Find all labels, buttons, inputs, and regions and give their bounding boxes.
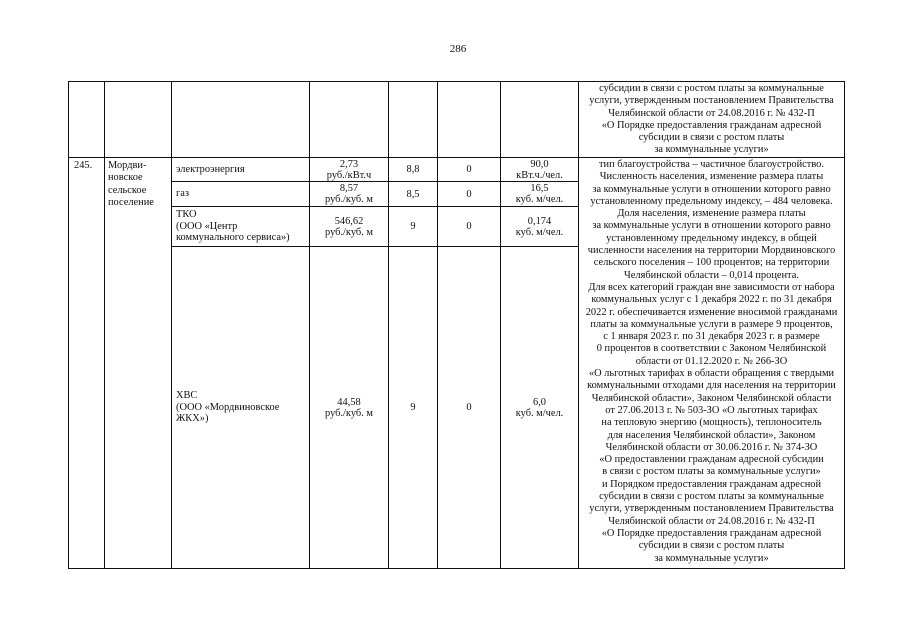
continuation-note: субсидии в связи с ростом платы за коммунальные услуги, утвержденным постановлением Правительства Челябинской области от 24.08.2016 г. № 432-П «О Порядке предоставления гражданам адресной субсидии в связи с ростом платы за коммунальные услуги» — [579, 82, 845, 158]
service-index-a: 9 — [389, 247, 438, 569]
service-row-electricity — [69, 158, 845, 182]
service-index-b: 0 — [438, 182, 501, 207]
service-name: газ — [172, 182, 310, 207]
service-tariff: 44,58 руб./куб. м — [310, 247, 389, 569]
cell-service-empty — [172, 82, 310, 158]
service-index-b: 0 — [438, 158, 501, 182]
cell-index-b-empty — [438, 82, 501, 158]
service-norm: 90,0 кВт.ч./чел. — [501, 158, 579, 182]
service-name: ТКО (ООО «Центр коммунального сервиса») — [172, 207, 310, 247]
tariff-table — [68, 81, 845, 569]
entry-number: 245. — [69, 158, 105, 569]
continuation-row — [69, 82, 845, 158]
service-tariff: 546,62 руб./куб. м — [310, 207, 389, 247]
service-norm: 0,174 куб. м/чел. — [501, 207, 579, 247]
entry-note: тип благоустройства – частичное благоустройство. Численность населения, изменение размера платы за коммунальные услуги в отношении которого равно установленному предельному индексу, – 484 человека. Доля населения, изменение размера платы за коммунальные услуги в отношении которого равно установленному предельному индексу, в общей численности населения на территории Мордвиновского сельского поселения – 100 процентов; на территории Челябинской области – 0,014 процента. Для всех категорий граждан вне зависимости от набора коммунальных услуг с 1 декабря 2022 г. по 31 декабря 2022 г. обеспечивается изменение вносимой гражданами платы за коммунальные услуги в размере 9 процентов, с 1 января 2023 г. по 31 декабря 2023 г. в размере 0 процентов в соответствии с Законом Челябинской области от 01.12.2020 г. № 266-ЗО «О льготных тарифах в области обращения с твердыми коммунальными отходами для населения на территории Челябинской области», Законом Челябинской области от 27.06.2013 г. № 503-ЗО «О льготных тарифах на тепловую энергию (мощность), теплоноситель для населения Челябинской области», Законом Челябинской области от 30.06.2016 г. № 374-ЗО «О предоставлении гражданам адресной субсидии в связи с ростом платы за коммунальные услуги» и Порядком предоставления гражданам адресной субсидии в связи с ростом платы за коммунальные услуги, утвержденным постановлением Правительства Челябинской области от 24.08.2016 г. № 432-П «О Порядке предоставления гражданам адресной субсидии в связи с ростом платы за коммунальные услуги» — [579, 158, 845, 569]
service-tariff: 8,57 руб./куб. м — [310, 182, 389, 207]
service-tariff: 2,73 руб./кВт.ч — [310, 158, 389, 182]
cell-settlement-empty — [105, 82, 172, 158]
service-index-a: 8,8 — [389, 158, 438, 182]
service-index-b: 0 — [438, 207, 501, 247]
service-norm: 6,0 куб. м/чел. — [501, 247, 579, 569]
cell-index-a-empty — [389, 82, 438, 158]
cell-tariff-empty — [310, 82, 389, 158]
service-index-a: 9 — [389, 207, 438, 247]
service-norm: 16,5 куб. м/чел. — [501, 182, 579, 207]
cell-number-empty — [69, 82, 105, 158]
settlement-name: Мордви- новское сельское поселение — [105, 158, 172, 569]
page-number: 286 — [449, 43, 467, 55]
service-name: ХВС (ООО «Мордвиновское ЖКХ») — [172, 247, 310, 569]
cell-norm-empty — [501, 82, 579, 158]
service-index-b: 0 — [438, 247, 501, 569]
service-name: электроэнергия — [172, 158, 310, 182]
service-index-a: 8,5 — [389, 182, 438, 207]
